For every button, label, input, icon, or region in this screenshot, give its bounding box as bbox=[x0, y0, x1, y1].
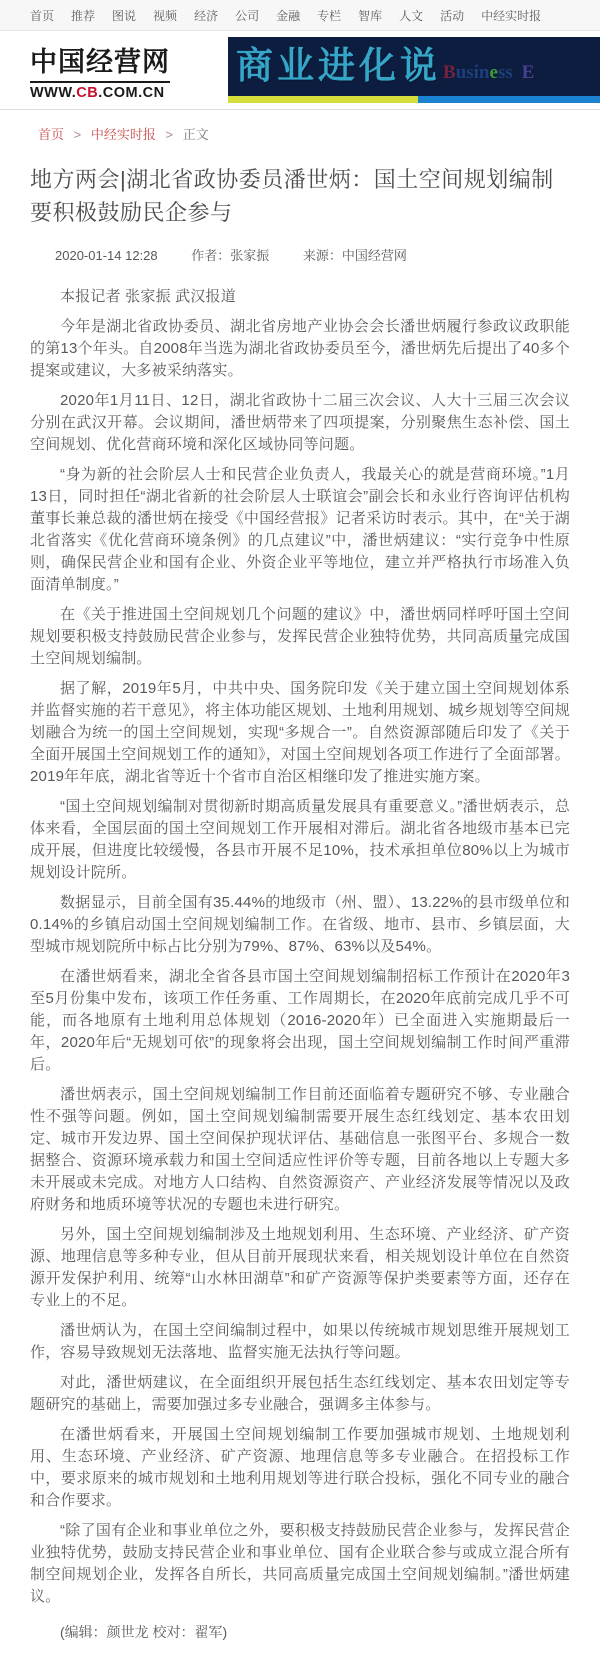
nav-item[interactable]: 金融 bbox=[276, 8, 301, 23]
article-paragraph: 今年是湖北省政协委员、湖北省房地产业协会会长潘世炳履行参政议政职能的第13个年头。自2008年当选为湖北省政协委员至今，潘世炳先后提出了40多个提案或建议，大多被采纳落实。 bbox=[30, 318, 570, 379]
article-date: 2020-01-14 12:28 bbox=[55, 248, 158, 263]
nav-item[interactable]: 人文 bbox=[399, 8, 424, 23]
article-meta bbox=[30, 245, 570, 264]
promo-banner[interactable] bbox=[228, 37, 600, 103]
article-title: 地方两会|湖北省政协委员潘世炳：国土空间规划编制要积极鼓励民企参与 bbox=[30, 167, 554, 225]
top-nav bbox=[0, 0, 600, 31]
article-paragraph: 潘世炳表示，国土空间规划编制工作目前还面临着专题研究不够、专业融合性不强等问题。例如，国土空间规划编制需要开展生态红线划定、基本农田划定、城市开发边界、国土空间保护现状评估、基础信息一张图平台、多规合一数据整合、资源环境承载力和国土空间适应性评价等专题，目前各地以上专题大多未开展或未完成。对地方人口结构、自然资源资产、产业经济发展等情况以及政府财务和地质环境等状况的专题也未进行研究。 bbox=[30, 1086, 570, 1213]
site-header bbox=[0, 31, 600, 110]
banner-title-cn: 商业进化说 bbox=[236, 45, 441, 86]
banner-en-b: B bbox=[443, 62, 456, 83]
nav-item[interactable]: 智库 bbox=[358, 8, 383, 23]
article-author: 作者：张家振 bbox=[191, 248, 270, 263]
logo-www-suffix: .COM.CN bbox=[98, 84, 165, 101]
banner-en-cap: E bbox=[521, 62, 535, 83]
breadcrumb-separator: > bbox=[165, 127, 174, 142]
nav-item[interactable]: 活动 bbox=[440, 8, 465, 23]
banner-en-m2: ss bbox=[497, 62, 513, 83]
banner-strip-blue bbox=[418, 96, 600, 103]
nav-item[interactable]: 视频 bbox=[153, 8, 178, 23]
article-paragraph: 在潘世炳看来，开展国土空间规划编制工作要加强城市规划、土地规划利用、生态环境、产业经济、矿产资源、地理信息等多专业融合。在招投标工作中，要求原来的城市规划和土地利用规划等进行联合投标，强化不同专业的融合和合作要求。 bbox=[30, 1426, 570, 1509]
site-logo[interactable] bbox=[30, 40, 205, 101]
breadcrumb-home[interactable]: 首页 bbox=[38, 127, 65, 142]
breadcrumb-separator: > bbox=[73, 127, 82, 142]
article-paragraph: “身为新的社会阶层人士和民营企业负责人，我最关心的就是营商环境。”1月13日，同时担任“湖北省新的社会阶层人士联谊会”副会长和永业行咨询评估机构董事长兼总裁的潘世炳在接受《中国经营报》记者采访时表示。其中，在“关于湖北省落实《优化营商环境条例》的几点建议”中，潘世炳建议：“实行竞争中性原则，确保民营企业和国有企业、外资企业平等地位，建立并严格执行市场准入负面清单制度。” bbox=[30, 466, 570, 593]
article-paragraph: 数据显示，目前全国有35.44%的地级市（州、盟）、13.22%的县市级单位和0.14%的乡镇启动国土空间规划编制工作。在省级、地市、县市、乡镇层面，大型城市规划院所中标占比分别为79%、87%、63%以及54%。 bbox=[30, 894, 570, 955]
article-paragraph: 2020年1月11日、12日，湖北省政协十二届三次会议、人大十三届三次会议分别在武汉开幕。会议期间，潘世炳带来了四项提案，分别聚焦生态补偿、国土空间规划、优化营商环境和深化区域协同等问题。 bbox=[30, 392, 570, 453]
article-paragraph: 另外，国土空间规划编制涉及土地规划利用、生态环境、产业经济、矿产资源、地理信息等多种专业，但从目前开展现状来看，相关规划设计单位在自然资源开发保护利用、统筹“山水林田湖草”和矿产资源等保护类要素等方面，还存在专业上的不足。 bbox=[30, 1226, 570, 1309]
breadcrumb-section[interactable]: 中经实时报 bbox=[90, 127, 156, 142]
article-paragraph: 据了解，2019年5月，中共中央、国务院印发《关于建立国土空间规划体系并监督实施的若干意见》，将主体功能区规划、土地利用规划、城乡规划等空间规划融合为统一的国土空间规划，实现“多规合一”。自然资源部随后印发了《关于全面开展国土空间规划工作的通知》，对国土空间规划各项工作进行了全面部署。2019年年底，湖北省等近十个省市自治区相继印发了推进实施方案。 bbox=[30, 680, 570, 785]
breadcrumb-current: 正文 bbox=[182, 127, 209, 142]
article-body bbox=[30, 286, 570, 1608]
nav-item[interactable]: 公司 bbox=[235, 8, 260, 23]
nav-item[interactable]: 经济 bbox=[194, 8, 219, 23]
banner-en-m1: usin bbox=[455, 62, 490, 83]
article-paragraph: 本报记者 张家振 武汉报道 bbox=[60, 288, 236, 305]
breadcrumb bbox=[0, 110, 600, 153]
logo-www-cb: CB bbox=[76, 84, 99, 101]
nav-item[interactable]: 中经实时报 bbox=[481, 8, 542, 23]
nav-item[interactable]: 推荐 bbox=[71, 8, 96, 23]
banner-en-e: e bbox=[489, 62, 498, 83]
article-paragraph: 对此，潘世炳建议，在全面组织开展包括生态红线划定、基本农田划定等专题研究的基础上，需要加强过多专业融合，强调多主体参与。 bbox=[30, 1374, 570, 1413]
article-paragraph: 在《关于推进国土空间规划几个问题的建议》中，潘世炳同样呼吁国土空间规划要积极支持鼓励民营企业参与，发挥民营企业独特优势，共同高质量完成国土空间规划编制。 bbox=[30, 606, 570, 667]
editors-note: (编辑：颜世龙 校对：翟军) bbox=[60, 1624, 228, 1640]
banner-strip-yellow bbox=[228, 96, 418, 103]
nav-item[interactable]: 图说 bbox=[112, 8, 137, 23]
article-paragraph: 在潘世炳看来，湖北全省各县市国土空间规划编制招标工作预计在2020年3至5月份集中发布，该项工作任务重、工作周期长，在2020年底前完成几乎不可能，而各地原有土地利用总体规划（2016-2020年）已全面进入实施期最后一年，2020年后“无规划可依”的现象将会出现，国土空间规划编制工作时间严重滞后。 bbox=[30, 968, 570, 1073]
nav-item[interactable]: 专栏 bbox=[317, 8, 342, 23]
site-logo-cn: 中国经营网 bbox=[30, 40, 170, 83]
logo-www-prefix: WWW. bbox=[30, 84, 77, 101]
article-paragraph: “国土空间规划编制对贯彻新时期高质量发展具有重要意义。”潘世炳表示，总体来看，全国层面的国土空间规划工作开展相对滞后。湖北省各地级市基本已完成开展，但进度比较缓慢，各县市开展不足10%，技术承担单位80%以上为城市规划设计院所。 bbox=[30, 798, 570, 881]
nav-item[interactable]: 首页 bbox=[30, 8, 55, 23]
banner-bottom-strip bbox=[228, 96, 600, 103]
article-paragraph: “除了国有企业和事业单位之外，要积极支持鼓励民营企业参与，发挥民营企业独特优势，鼓励支持民营企业和事业单位、国有企业联合参与或成立混合所有制空间规划企业，发挥各自所长，共同高质量完成国土空间规划编制。”潘世炳建议。 bbox=[30, 1522, 570, 1605]
site-logo-url bbox=[30, 85, 205, 101]
article-source: 来源：中国经营网 bbox=[302, 248, 407, 263]
article-paragraph: 潘世炳认为，在国土空间编制过程中，如果以传统城市规划思维开展规划工作，容易导致规划无法落地、监督实施无法执行等问题。 bbox=[30, 1322, 570, 1361]
banner-title-en bbox=[443, 62, 534, 84]
